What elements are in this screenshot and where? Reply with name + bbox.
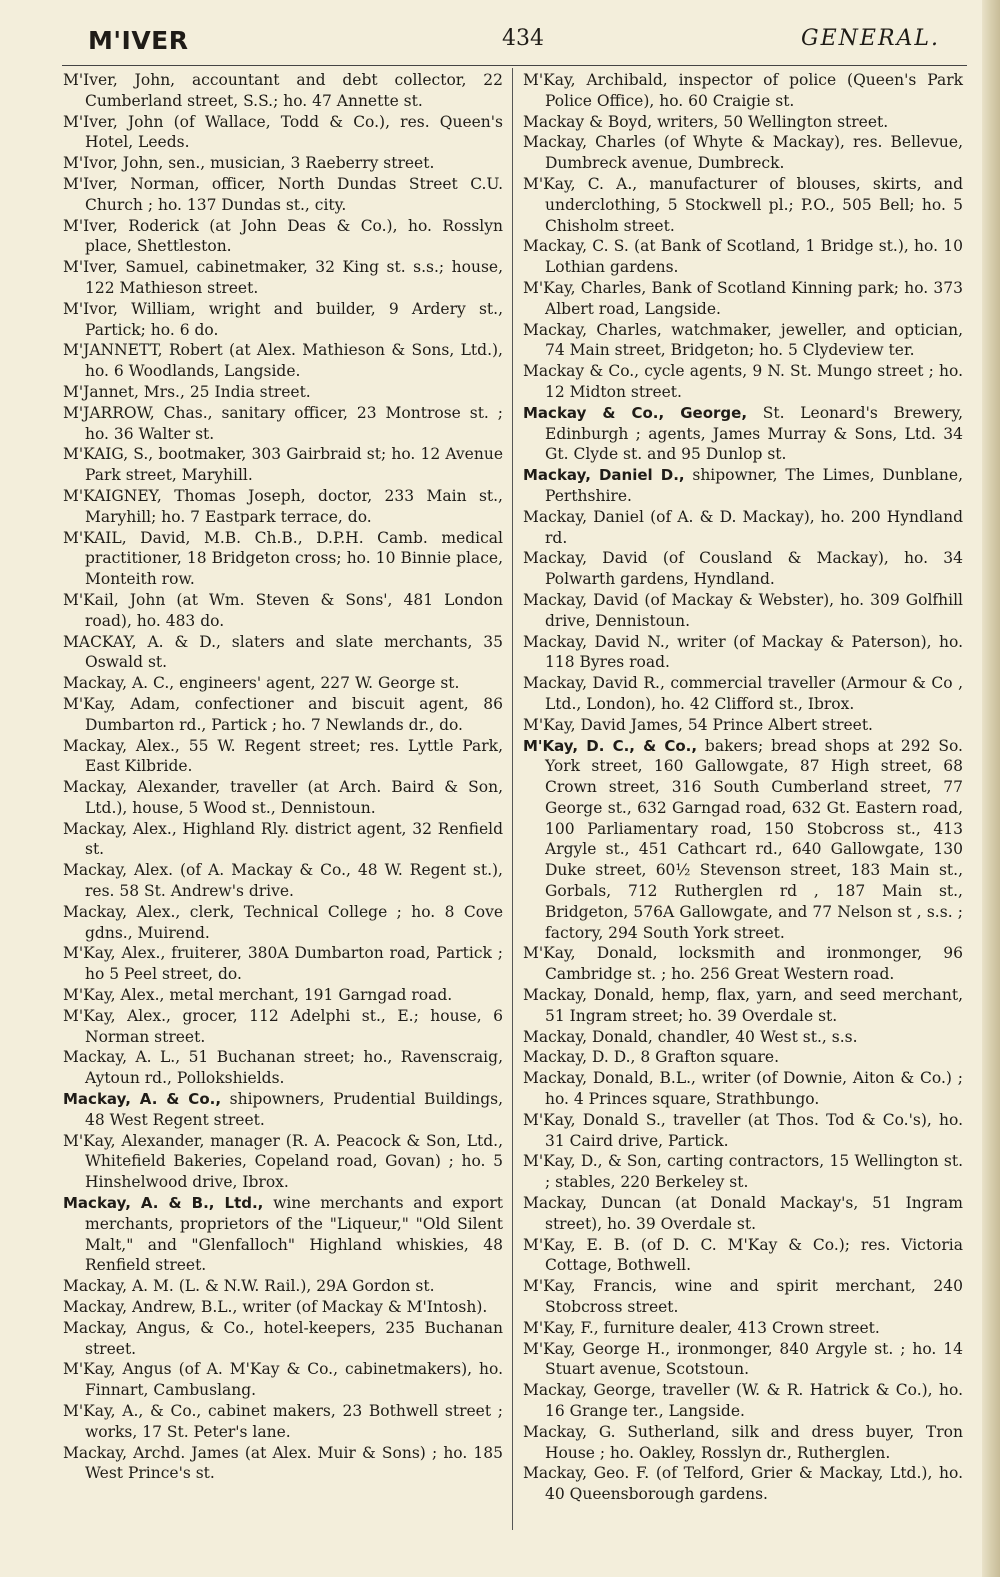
entry-text: Mackay, A. L., 51 Buchanan street; ho., Ravenscraig, Aytoun rd., Pollokshields. [63,1048,503,1088]
entry-text: M'Kay, A., & Co., cabinet makers, 23 Bothwell street ; works, 17 St. Peter's lane. [63,1402,503,1441]
entry-text: M'Kay, David James, 54 Prince Albert street. [523,715,873,734]
entry-text: M'Iver, John, accountant and debt collector, 22 Cumberland street, S.S.; ho. 47 Annette st. [63,71,503,110]
entry-text: Mackay, C. S. (at Bank of Scotland, 1 Bridge st.), ho. 10 Lothian gardens. [523,237,963,277]
entry-text: shipowners, Prudential Buildings, 48 West Regent street. [85,1090,503,1129]
directory-entry [523,1027,963,1048]
entry-text: M'Kay, George H., ironmonger, 840 Argyle st. ; ho. 14 Stuart avenue, Scotstoun. [523,1339,963,1379]
entry-text: Mackay, Angus, & Co., hotel-keepers, 235 Buchanan street. [63,1318,503,1358]
directory-entry [523,507,963,549]
directory-entry [63,1089,503,1131]
directory-entry [523,1463,963,1505]
entry-text: Mackay, Daniel (of A. & D. Mackay), ho. 200 Hyndland rd. [523,507,963,547]
entry-text: M'JARROW, Chas., sanitary officer, 23 Montrose st. ; ho. 36 Walter st. [63,403,503,443]
entry-text: M'Kay, F., furniture dealer, 413 Crown street. [523,1318,880,1337]
entry-text: Mackay, Charles, watchmaker, jeweller, and optician, 74 Main street, Bridgeton; ho. 5 Clydeview ter. [523,320,963,360]
entry-text: M'Iver, Roderick (at John Deas & Co.), ho. Rosslyn place, Shettleston. [63,216,503,256]
page-number: 434 [502,26,544,51]
entry-text: wine merchants and export merchants, proprietors of the "Liqueur," "Old Silent Malt," and "Glenfalloch" Highland whiskies, 48 Renfield street. [85,1194,503,1275]
entry-text: M'Kay, Francis, wine and spirit merchant, 240 Stobcross street. [523,1277,963,1317]
directory-entry [523,715,963,736]
directory-entry [523,278,963,320]
directory-entry [63,382,503,403]
directory-entry [63,985,503,1006]
directory-entry [63,1006,503,1048]
directory-entry [523,174,963,236]
directory-entry [63,1359,503,1401]
directory-entry [63,694,503,736]
entry-text: Mackay, David (of Mackay & Webster), ho. 309 Golfhill drive, Dennistoun. [523,590,963,630]
entry-text: M'Kay, Charles, Bank of Scotland Kinning park; ho. 373 Albert road, Langside. [523,278,963,318]
directory-entry [63,819,503,861]
entry-text: M'Iver, Norman, officer, North Dundas Street C.U. Church ; ho. 137 Dundas st., city. [63,174,503,214]
entry-text: M'Kay, Donald S., traveller (at Thos. Tod & Co.'s), ho. 31 Caird drive, Partick. [523,1110,963,1150]
directory-entry [523,320,963,362]
page-header [60,24,950,58]
entry-text: St. Leonard's Brewery, Edinburgh ; agents, James Murray & Sons, Ltd. 34 Gt. Clyde st. and 95 Dunlop st. [545,403,963,464]
directory-entry [63,1401,503,1443]
entry-text: M'Kay, Archibald, inspector of police (Queen's Park Police Office), ho. 60 Craigie st. [523,71,963,110]
directory-entry [63,153,503,174]
directory-entry [63,403,503,445]
entry-text: Mackay, D. D., 8 Grafton square. [523,1048,779,1067]
entry-text: M'Kay, Alexander, manager (R. A. Peacock & Son, Ltd., Whitefield Bakeries, Copeland road, Govan) ; ho. 5 Hinshelwood drive, Ibrox. [63,1131,503,1192]
directory-entry [63,216,503,258]
entry-text: Mackay & Co., cycle agents, 9 N. St. Mungo street ; ho. 12 Midton street. [523,362,963,401]
entry-text: Mackay, Alex. (of A. Mackay & Co., 48 W. Regent st.), res. 58 St. Andrew's drive. [63,861,503,901]
directory-entry [523,1110,963,1152]
entry-text: Mackay, Alex., clerk, Technical College ; ho. 8 Cove gdns., Muirend. [63,902,503,942]
entry-bold-name: Mackay, A. & Co., [63,1090,222,1109]
entry-text: Mackay, Geo. F. (of Telford, Grier & Mackay, Ltd.), ho. 40 Queensborough gardens. [523,1464,963,1504]
directory-entry [63,299,503,341]
entry-text: M'Kail, John (at Wm. Steven & Sons', 481 London road), ho. 483 do. [63,590,503,630]
entry-text: M'Kay, D., & Son, carting contractors, 15 Wellington st. ; stables, 220 Berkeley st. [523,1152,963,1192]
directory-entry [523,673,963,715]
directory-entry [523,985,963,1027]
entry-bold-name: M'Kay, D. C., & Co., [523,736,698,755]
entry-text: Mackay, David R., commercial traveller (Armour & Co , Ltd., London), ho. 42 Clifford st., Ibrox. [523,674,963,713]
directory-entry [523,361,963,403]
entry-text: Mackay & Boyd, writers, 50 Wellington street. [523,112,889,131]
entry-text: M'Kay, Alex., grocer, 112 Adelphi st., E.; house, 6 Norman street. [63,1006,503,1046]
directory-entry [63,340,503,382]
entry-text: MACKAY, A. & D., slaters and slate merchants, 35 Oswald st. [63,632,503,672]
entry-text: M'KAIL, David, M.B. Ch.B., D.P.H. Camb. medical practitioner, 18 Bridgeton cross; ho. 10 Binnie place, Monteith row. [63,528,503,589]
directory-entry [523,465,963,507]
entry-text: M'Kay, Adam, confectioner and biscuit agent, 86 Dumbarton rd., Partick ; ho. 7 Newlands dr., do. [63,694,503,734]
entry-text: M'Kay, C. A., manufacturer of blouses, skirts, and underclothing, 5 Stockwell pl.; P.O., 505 Bell; ho. 5 Chisholm street. [523,174,963,235]
directory-entry [523,1068,963,1110]
entry-text: M'Kay, Donald, locksmith and ironmonger, 96 Cambridge st. ; ho. 256 Great Western road. [523,944,963,984]
entry-bold-name: Mackay, A. & B., Ltd., [63,1194,264,1213]
directory-entry [63,486,503,528]
directory-entry [523,548,963,590]
directory-entry [63,174,503,216]
entry-text: Mackay, David (of Cousland & Mackay), ho. 34 Polwarth gardens, Hyndland. [523,549,963,589]
entry-text: Mackay, Charles (of Whyte & Mackay), res. Bellevue, Dumbreck avenue, Dumbreck. [523,133,963,173]
directory-entry [63,70,503,112]
directory-entry [63,902,503,944]
entry-text: Mackay, A. M. (L. & N.W. Rail.), 29A Gordon st. [63,1277,435,1296]
entry-bold-name: Mackay & Co., George, [523,403,748,422]
directory-entry [523,1276,963,1318]
directory-entry [63,673,503,694]
running-head-right: GENERAL. [801,26,940,51]
directory-entry [63,736,503,778]
page-edge [982,0,1000,1577]
entry-text: bakers; bread shops at 292 So. York street, 160 Gallowgate, 87 High street, 68 Crown street, 316 South Cumberland street, 77 George st., 632 Garngad road, 632 Gt. Eastern road, 100 Parliamentary road, 150 Stobcross st., 413 Argyle st., 451 Cathcart rd., 640 Gallowgate, 130 Duke street, 60½ Stevenson street, 183 Main st., Gorbals, 712 Rutherglen rd , 187 Main st., Bridgeton, 576A Gallowgate, and 77 Nelson st , s.s. ; factory, 294 South York street. [545,736,963,942]
directory-entry [523,1339,963,1381]
entry-text: M'KAIGNEY, Thomas Joseph, doctor, 233 Main st., Maryhill; ho. 7 Eastpark terrace, do. [63,486,503,526]
directory-entry [63,444,503,486]
directory-entry [63,1193,503,1276]
directory-entry [523,112,963,133]
directory-entry [63,112,503,154]
entry-bold-name: Mackay, Daniel D., [523,466,685,485]
directory-entry [523,1193,963,1235]
directory-entry [523,943,963,985]
directory-entry [523,132,963,174]
entry-text: M'Jannet, Mrs., 25 India street. [63,382,311,401]
directory-entry [523,236,963,278]
directory-entry [523,1047,963,1068]
entry-text: Mackay, Alexander, traveller (at Arch. Baird & Son, Ltd.), house, 5 Wood st., Dennistoun. [63,778,503,817]
directory-entry [523,1380,963,1422]
entry-text: Mackay, Duncan (at Donald Mackay's, 51 Ingram street), ho. 39 Overdale st. [523,1194,963,1233]
directory-entry [63,590,503,632]
entry-text: Mackay, Donald, B.L., writer (of Downie, Aiton & Co.) ; ho. 4 Princes square, Strathbungo. [523,1069,963,1109]
entry-text: M'KAIG, S., bootmaker, 303 Gairbraid st; ho. 12 Avenue Park street, Maryhill. [63,445,503,485]
entry-text: M'Kay, E. B. (of D. C. M'Kay & Co.); res. Victoria Cottage, Bothwell. [523,1235,963,1275]
entry-text: M'Kay, Angus (of A. M'Kay & Co., cabinetmakers), ho. Finnart, Cambuslang. [63,1360,503,1400]
directory-entry [63,1297,503,1318]
entry-text: Mackay, Alex., Highland Rly. district agent, 32 Renfield st. [63,819,503,859]
entry-text: Mackay, George, traveller (W. & R. Hatrick & Co.), ho. 16 Grange ter., Langside. [523,1381,963,1420]
header-rule [62,65,967,66]
entry-text: M'Ivor, William, wright and builder, 9 Ardery st., Partick; ho. 6 do. [63,299,503,339]
directory-entry [63,1318,503,1360]
entry-text: Mackay, Archd. James (at Alex. Muir & Sons) ; ho. 185 West Prince's st. [63,1443,503,1483]
directory-entry [63,632,503,674]
entry-text: M'Kay, Alex., metal merchant, 191 Garngad road. [63,986,453,1005]
entry-text: Mackay, Donald, hemp, flax, yarn, and seed merchant, 51 Ingram street; ho. 39 Overdale st. [523,986,963,1025]
directory-entry [63,257,503,299]
directory-entry [63,943,503,985]
entry-text: M'Kay, Alex., fruiterer, 380A Dumbarton road, Partick ; ho 5 Peel street, do. [63,944,503,984]
entry-text: Mackay, A. C., engineers' agent, 227 W. George st. [63,674,460,693]
directory-entry [63,860,503,902]
right-column [523,70,963,1505]
entry-text: Mackay, G. Sutherland, silk and dress buyer, Tron House ; ho. Oakley, Rosslyn dr., Rutherglen. [523,1422,963,1462]
directory-entry [523,1422,963,1464]
directory-entry [63,1443,503,1485]
entry-text: shipowner, The Limes, Dunblane, Perthshire. [545,466,963,505]
directory-entry [523,403,963,465]
entry-text: Mackay, Alex., 55 W. Regent street; res. Lyttle Park, East Kilbride. [63,736,503,776]
directory-entry [63,1276,503,1297]
directory-entry [523,736,963,944]
directory-entry [523,632,963,674]
entry-text: M'JANNETT, Robert (at Alex. Mathieson & Sons, Ltd.), ho. 6 Woodlands, Langside. [63,341,503,381]
directory-entry [63,777,503,819]
entry-text: Mackay, David N., writer (of Mackay & Paterson), ho. 118 Byres road. [523,632,963,672]
directory-entry [523,590,963,632]
directory-entry [63,1131,503,1193]
directory-entry [63,1047,503,1089]
entry-text: Mackay, Andrew, B.L., writer (of Mackay & M'Intosh). [63,1298,488,1317]
directory-entry [523,1318,963,1339]
directory-entry [523,1235,963,1277]
entry-text: M'Iver, John (of Wallace, Todd & Co.), res. Queen's Hotel, Leeds. [63,112,503,152]
entry-text: M'Ivor, John, sen., musician, 3 Raeberry street. [63,154,435,173]
directory-entry [523,1151,963,1193]
running-head-left: M'IVER [88,26,189,55]
directory-entry [63,528,503,590]
entry-text: M'Iver, Samuel, cabinetmaker, 32 King st. s.s.; house, 122 Mathieson street. [63,258,503,297]
directory-entry [523,70,963,112]
entry-text: Mackay, Donald, chandler, 40 West st., s.s. [523,1027,858,1046]
column-divider [512,68,513,1530]
left-column [63,70,503,1484]
